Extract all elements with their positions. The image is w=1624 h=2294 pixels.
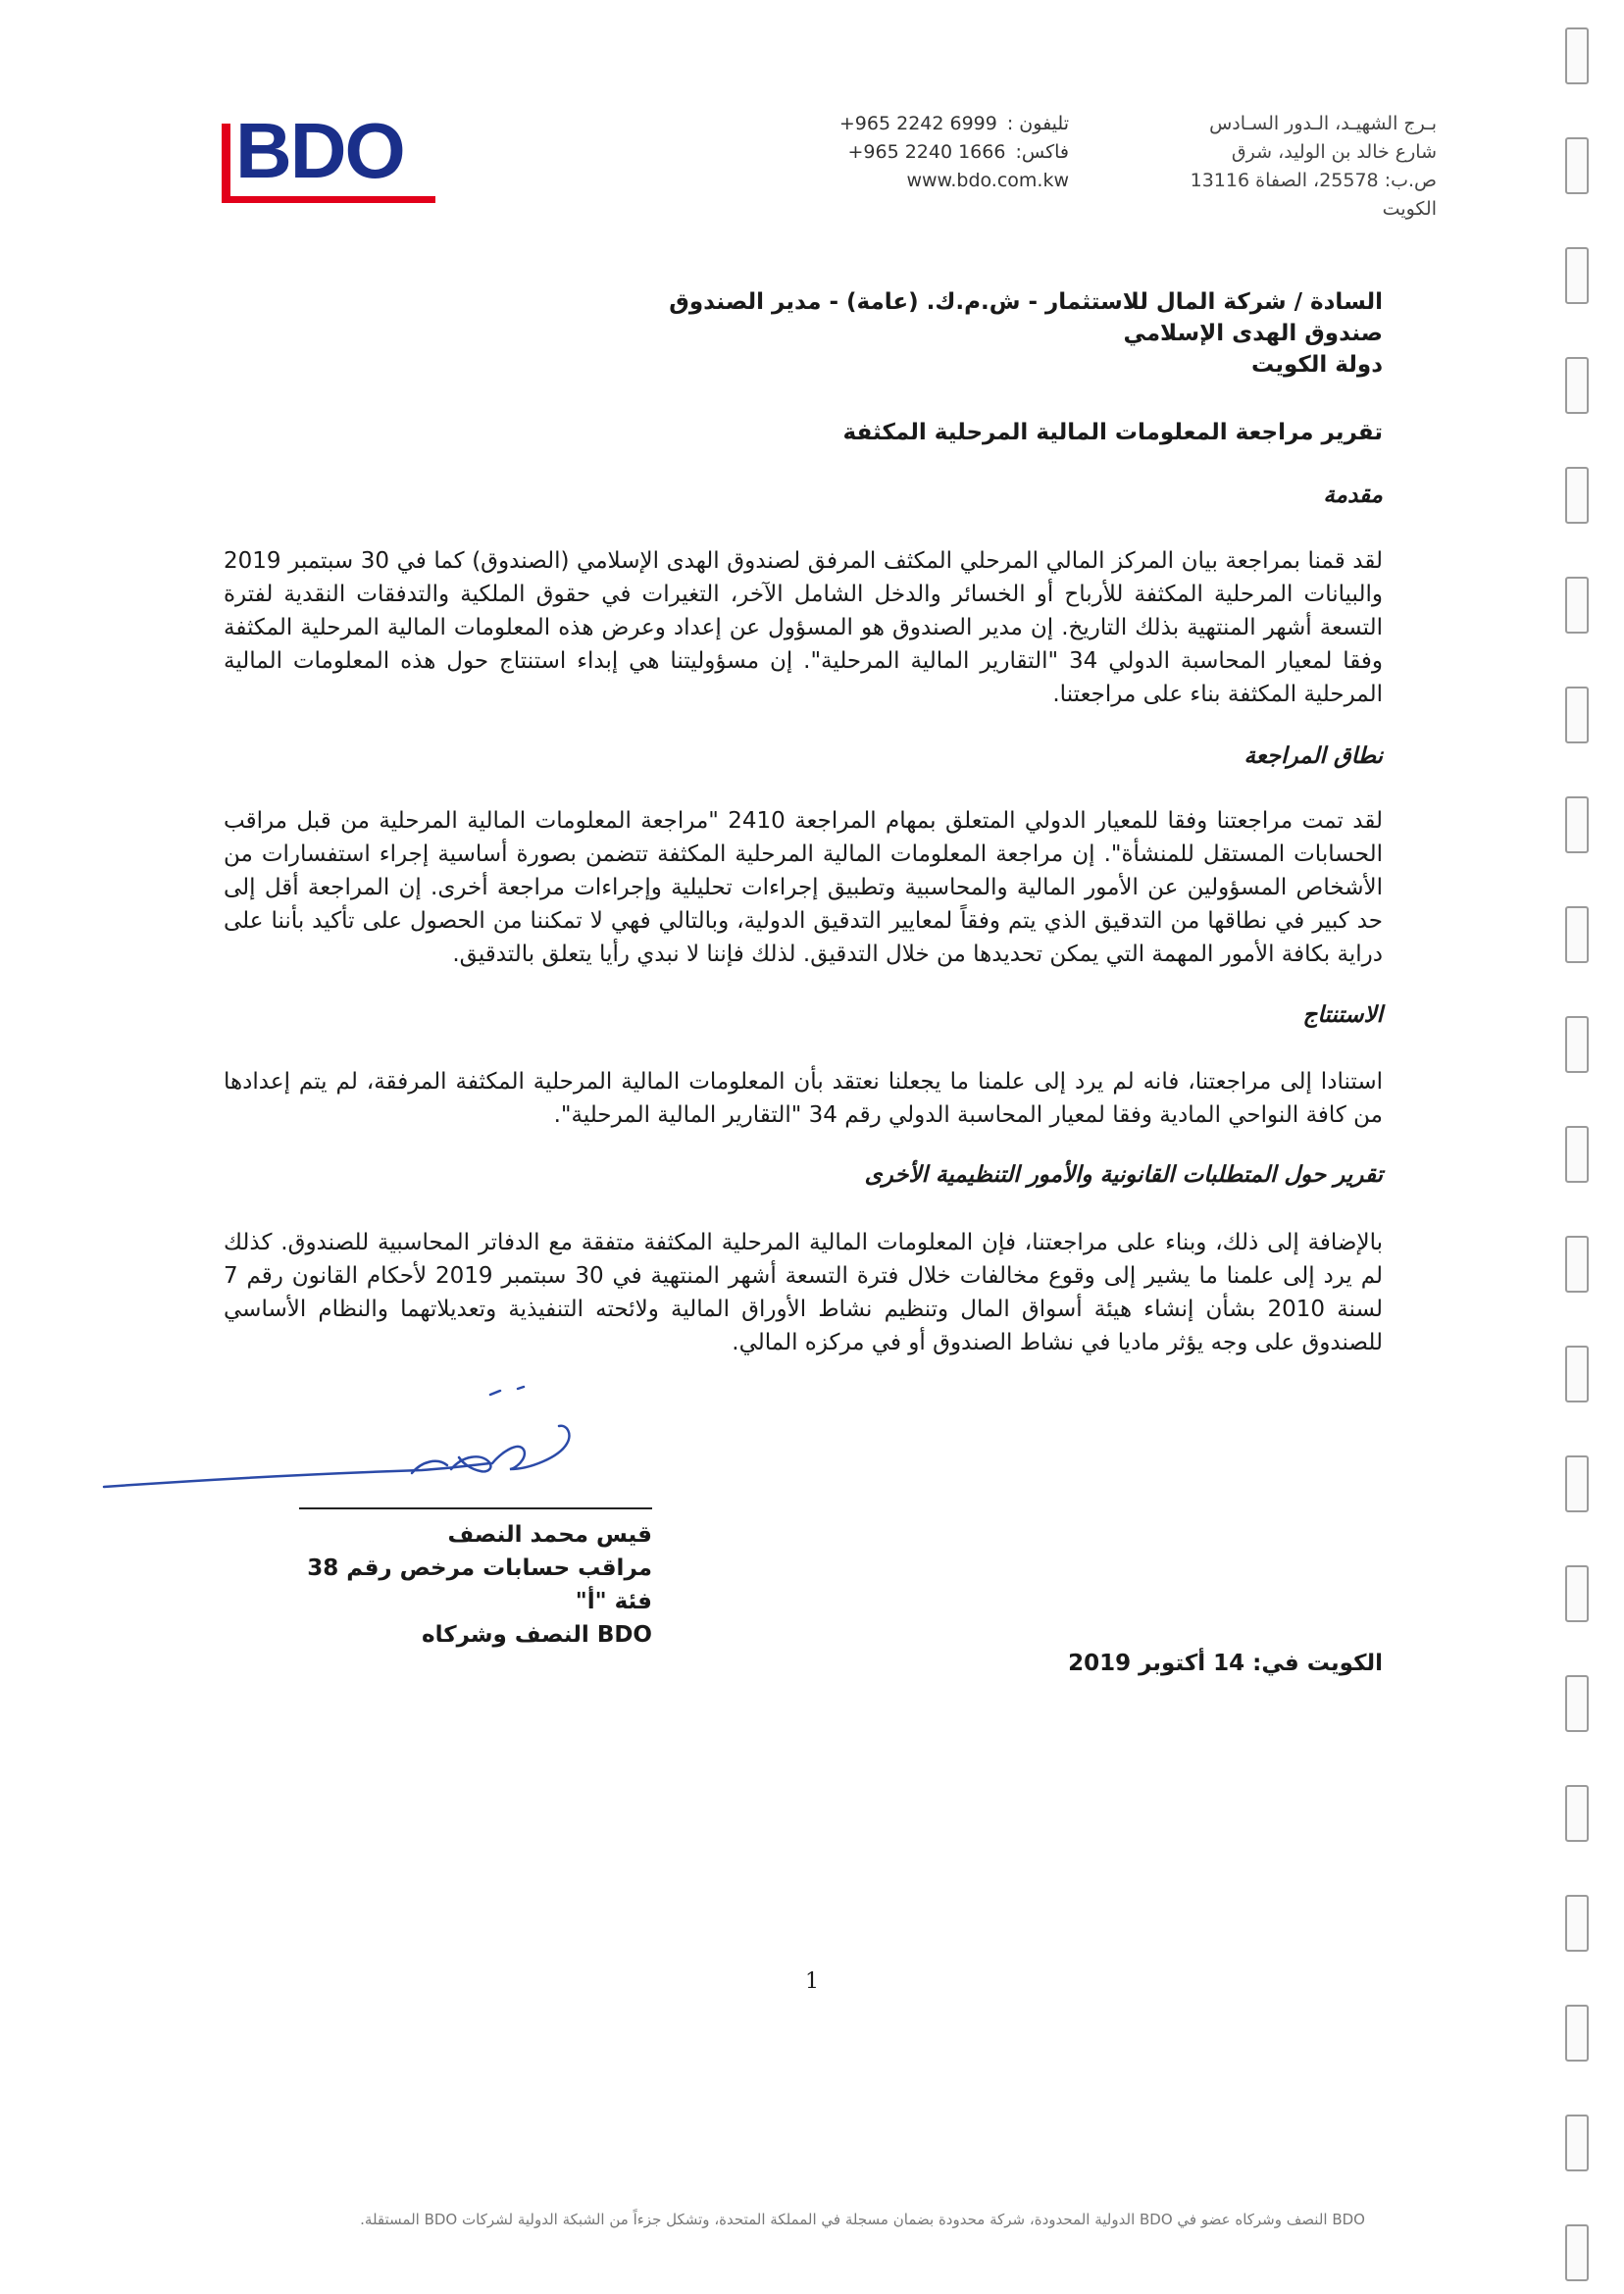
signatory-block <box>275 1518 652 1652</box>
logo-wordmark: BDO <box>235 107 404 194</box>
binder-mark <box>1565 357 1589 414</box>
section-heading-conclusion: الاستنتاج <box>1302 1002 1383 1028</box>
address-line: الكويت <box>1382 198 1437 220</box>
address-line: شارع خالد بن الوليد، شرق <box>1231 141 1437 163</box>
phone-number: +965 2242 6999 <box>838 113 997 134</box>
binder-mark <box>1565 577 1589 634</box>
recipient-line: دولة الكويت <box>1251 352 1383 378</box>
binder-mark <box>1565 27 1589 84</box>
fax-label: فاكس: <box>1015 141 1069 163</box>
binder-mark <box>1565 1565 1589 1622</box>
fax-row <box>824 138 1069 167</box>
binder-mark <box>1565 247 1589 304</box>
binder-mark <box>1565 687 1589 743</box>
section-heading-legal: تقرير حول المتطلبات القانونية والأمور التنظيمية الأخرى <box>864 1162 1383 1188</box>
report-title: تقرير مراجعة المعلومات المالية المرحلية المكثفة <box>842 420 1383 445</box>
handwritten-signature <box>98 1373 726 1510</box>
contact-info <box>824 110 1069 195</box>
binder-mark <box>1565 796 1589 853</box>
page-footer: BDO النصف وشركاه عضو في BDO الدولية المحدودة، شركة محدودة بضمان مسجلة في المملكة المتحدة، وتشكل جزءاً من الشبكة الدولية لشركات BDO المستقلة. <box>360 2211 1365 2228</box>
logo-underline <box>222 196 435 203</box>
logo-red-bar <box>222 124 230 196</box>
introduction-paragraph: لقد قمنا بمراجعة بيان المركز المالي المرحلي المكثف المرفق لصندوق الهدى الإسلامي (الصندوق) كما في 30 سبتمبر 2019 والبيانات المرحلية المكثفة للأرباح أو الخسائر والدخل الشامل الآخر، التغيرات في حقوق الملكية والتدفقات النقدية لفترة التسعة أشهر المنتهية بذلك التاريخ. إن مدير الصندوق هو المسؤول عن إعداد وعرض هذه المعلومات المالية المرحلية المكثفة وفقا لمعيار المحاسبة الدولي 34 "التقارير المالية المرحلية". إن مسؤوليتنا هي إبداء استنتاج حول هذه المعلومات المالية المرحلية المكثفة بناء على مراجعتنا. <box>224 548 1383 707</box>
address-line: بـرج الشهيـد، الـدور السـادس <box>1209 113 1437 134</box>
recipient-block <box>224 286 1383 381</box>
binder-mark <box>1565 2005 1589 2062</box>
conclusion-paragraph: استنادا إلى مراجعتنا، فانه لم يرد إلى علمنا ما يجعلنا نعتقد بأن المعلومات المالية المرحلية المكثفة المرفقة، لم يتم إعدادها من كافة النواحي المادية وفقا لمعيار المحاسبة الدولي رقم 34 "التقارير المالية المرحلية". <box>224 1069 1383 1128</box>
bdo-logo <box>222 107 435 202</box>
binder-mark <box>1565 137 1589 194</box>
page-number: 1 <box>805 1969 819 1994</box>
scope-paragraph: لقد تمت مراجعتنا وفقا للمعيار الدولي المتعلق بمهام المراجعة 2410 "مراجعة المعلومات المالية المرحلية من قبل مراقب الحسابات المستقل للمنشأة". إن مراجعة المعلومات المالية المرحلية المكثفة تتضمن بصورة أساسية إجراء استفسارات من الأشخاص المسؤولين عن الأمور المالية والمحاسبية وتطبيق إجراءات تحليلية وإجراءات مراجعة أخرى. إن المراجعة أقل إلى حد كبير في نطاقها من التدقيق الذي يتم وفقاً لمعايير التدقيق الدولية، وبالتالي فهي لا تمكننا من الحصول على تأكيد بأننا على دراية بكافة الأمور المهمة التي يمكن تحديدها من خلال التدقيق. لذلك فإننا لا نبدي رأيا يتعلق بالتدقيق. <box>224 808 1383 967</box>
section-heading-introduction: مقدمة <box>1323 483 1383 508</box>
binder-mark <box>1565 1675 1589 1732</box>
section-heading-scope: نطاق المراجعة <box>1243 743 1383 769</box>
binder-marks <box>1565 27 1595 2283</box>
recipient-line: صندوق الهدى الإسلامي <box>1123 321 1383 346</box>
binder-mark <box>1565 467 1589 524</box>
binder-mark <box>1565 1455 1589 1512</box>
binder-mark <box>1565 1236 1589 1293</box>
report-date: الكويت في: 14 أكتوبر 2019 <box>1068 1651 1383 1676</box>
binder-mark <box>1565 2115 1589 2171</box>
website-link[interactable]: www.bdo.com.kw <box>906 170 1069 191</box>
address-line: ص.ب: 25578، الصفاة 13116 <box>1190 170 1437 191</box>
phone-label: تليفون : <box>1006 113 1069 134</box>
binder-mark <box>1565 1016 1589 1073</box>
binder-mark <box>1565 1346 1589 1402</box>
office-address <box>1157 110 1437 224</box>
recipient-line: السادة / شركة المال للاستثمار - ش.م.ك. (عامة) - مدير الصندوق <box>669 289 1383 315</box>
signatory-name: قيس محمد النصف <box>447 1522 652 1548</box>
binder-mark <box>1565 906 1589 963</box>
website-row <box>824 167 1069 195</box>
legal-paragraph: بالإضافة إلى ذلك، وبناء على مراجعتنا، فإن المعلومات المالية المرحلية المكثفة متفقة مع الدفاتر المحاسبية للصندوق. كذلك لم يرد إلى علمنا ما يشير إلى وقوع مخالفات خلال فترة التسعة أشهر المنتهية في 30 سبتمبر 2019 لأحكام القانون رقم 7 لسنة 2010 بشأن إنشاء هيئة أسواق المال وتنظيم نشاط الأوراق المالية ولائحته التنفيذية وتعديلاتهما والنظام الأساسي للصندوق على وجه يؤثر ماديا في نشاط الصندوق أو في مركزه المالي. <box>224 1230 1384 1355</box>
signatory-firm: BDO النصف وشركاه <box>422 1622 652 1648</box>
binder-mark <box>1565 1126 1589 1183</box>
binder-mark <box>1565 1785 1589 1842</box>
binder-mark <box>1565 2224 1589 2281</box>
signature-line <box>299 1507 652 1509</box>
signatory-license: مراقب حسابات مرخص رقم 38 فئة "أ" <box>307 1555 652 1614</box>
phone-row <box>824 110 1069 138</box>
fax-number: +965 2240 1666 <box>847 141 1006 163</box>
binder-mark <box>1565 1895 1589 1952</box>
